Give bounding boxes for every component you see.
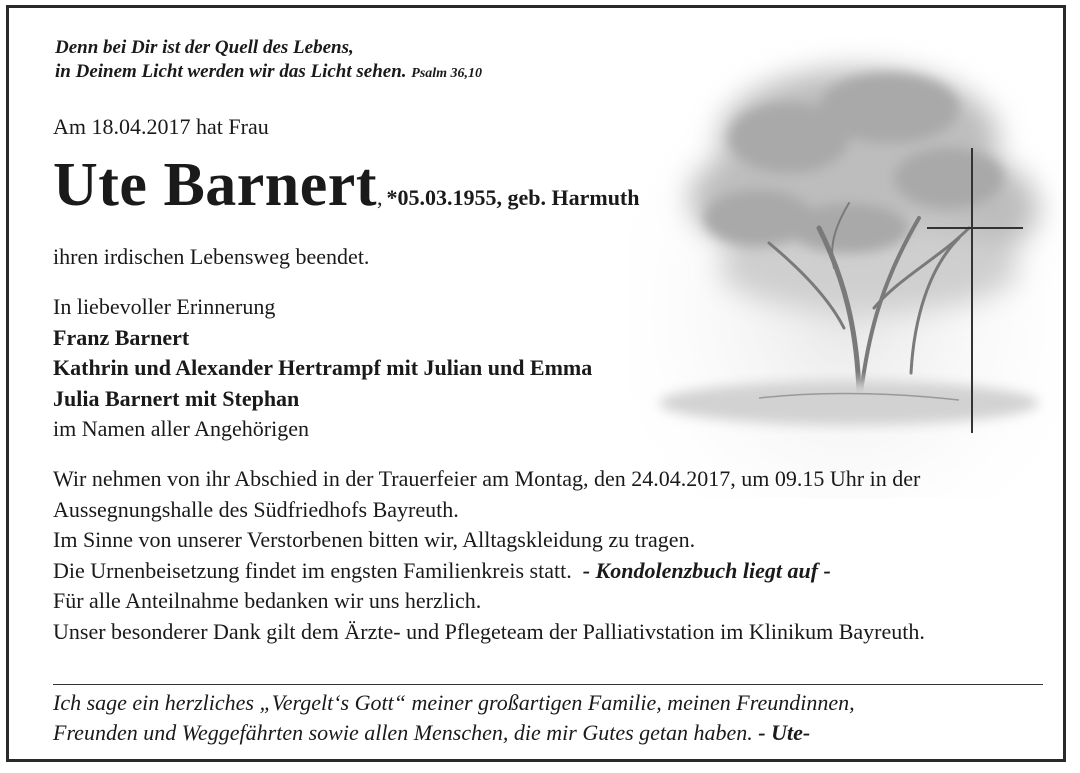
service-info [53, 464, 1043, 647]
dress-code-text: Im Sinne von unserer Verstorbenen bitten wir, Alltagskleidung zu tragen. [53, 527, 696, 552]
mourners-intro: In liebevoller Erinnerung [53, 294, 276, 319]
psalm-line-2: in Deinem Licht werden wir das Licht sehen. Psalm 36,10 [55, 61, 483, 82]
intro-text: Am 18.04.2017 hat Frau [53, 114, 269, 139]
signature: - Ute- [758, 720, 811, 745]
divider [53, 684, 1043, 685]
mourners-closing: im Namen aller Angehörigen [53, 416, 309, 441]
special-thanks-text: Unser besonderer Dank gilt dem Ärzte- und Pflegeteam der Palliativstation im Klinikum Bayreuth. [53, 618, 925, 644]
deceased-name-row [53, 150, 639, 221]
cross-icon [971, 148, 973, 433]
psalm-quote [55, 36, 482, 86]
cross-icon-bar [927, 227, 1023, 229]
personal-thanks-line-2: Freunden und Weggefährten sowie allen Menschen, die mir Gutes getan haben. - Ute- [53, 720, 811, 745]
mourner-name: Kathrin und Alexander Hertrampf mit Julian und Emma [53, 355, 593, 380]
psalm-reference: Psalm 36,10 [411, 66, 483, 81]
personal-thanks-line-1: Ich sage ein herzliches „Vergelt‘s Gott“ meiner großartigen Familie, meinen Freundinnen, [53, 690, 855, 715]
urn-text: Die Urnenbeisetzung findet im engsten Familienkreis statt. - Kondolenzbuch liegt auf - [53, 557, 831, 583]
thanks-all-text: Für alle Anteilnahme bedanken wir uns herzlich. [53, 588, 482, 613]
birth-details: *05.03.1955, geb. Harmuth [386, 185, 640, 210]
name-comma: , [376, 185, 383, 210]
mourner-name: Julia Barnert mit Stephan [53, 385, 300, 411]
deceased-name: Ute Barnert [53, 151, 377, 219]
tree-illustration [629, 28, 1066, 498]
psalm-line-1: Denn bei Dir ist der Quell des Lebens, [55, 37, 354, 58]
mourners-block [53, 292, 592, 445]
ended-text: ihren irdischen Lebensweg beendet. [53, 244, 370, 269]
condolence-book-note: - Kondolenzbuch liegt auf - [582, 557, 831, 583]
farewell-text: Wir nehmen von ihr Abschied in der Trauerfeier am Montag, den 24.04.2017, um 09.15 Uhr in der Aussegnungshalle des Südfriedhofs Bayreuth. [53, 466, 921, 522]
mourner-name: Franz Barnert [53, 324, 190, 350]
obituary-notice [6, 5, 1066, 762]
personal-thanks [53, 688, 855, 748]
